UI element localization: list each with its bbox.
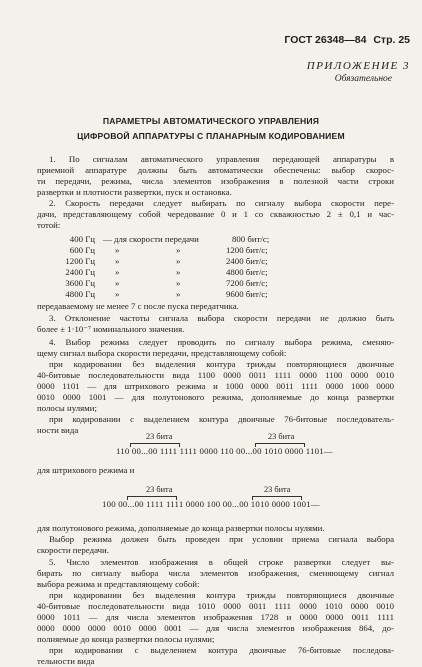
binary-sequence: 100 00...00 1111 1111 0000 100 00...00 1010 0000 1001—	[102, 499, 320, 509]
standard-number: ГОСТ 26348—84	[284, 34, 367, 46]
para4-line: ности вида	[37, 425, 79, 435]
para5-line: 0000 0000 0000 0010 0000 0001 — для числа элементов изображения 864, до-	[37, 623, 394, 633]
para5-line: 0000 1011 — для числа элементов изображения 1728 и 0000 0000 0011 1111	[37, 612, 394, 622]
rate-ditto: »	[115, 278, 120, 288]
para4-line: щему сигнал выбора скорости передачи, представляющему собой:	[37, 348, 287, 358]
para1-line: развертки и плотности развертки, пуск и остановка.	[37, 187, 232, 197]
rate-speed: 7200 бит/с;	[226, 278, 268, 288]
para1-line: 1. По сигналам автоматического управления передающей аппаратуры в	[49, 154, 394, 164]
para5-line: полняемые до конца развертки полосы нулями;	[37, 634, 215, 644]
para2-line: тотой:	[37, 220, 61, 230]
page-header	[280, 34, 410, 46]
rate-ditto: »	[176, 289, 181, 299]
para4-end-line: Выбор режима должен быть проведен при условии приема сигнала выбора	[49, 534, 394, 544]
para5-line: бирать по сигналу выбора числа элементов изображения, сменяющему сигнал	[37, 568, 394, 578]
para4-line: 0010 0000 1001 — для полутонового режима, дополняемые до конца развертки	[37, 392, 394, 402]
rate-frequency: 600 Гц	[69, 245, 95, 255]
rate-ditto: »	[115, 289, 120, 299]
rate-ditto: »	[176, 245, 181, 255]
rate-ditto: »	[115, 245, 120, 255]
para4-end-line: для полутонового режима, дополняемые до конца развертки полосы нулями.	[37, 523, 325, 533]
title-line-2: ЦИФРОВОЙ АППАРАТУРЫ С ПЛАНАРНЫМ КОДИРОВАНИЕМ	[77, 131, 345, 141]
code1-caption: для штрихового режима и	[37, 465, 135, 475]
title-line-1: ПАРАМЕТРЫ АВТОМАТИЧЕСКОГО УПРАВЛЕНИЯ	[102, 116, 320, 126]
bits-label: 23 бита	[264, 485, 291, 494]
bits-label: 23 бита	[268, 432, 295, 441]
para4-line: при кодировании без выделения контура трижды повторяющиеся двоичные	[49, 359, 394, 369]
para3-line: более ± 1·10⁻⁷ номинального значения.	[37, 324, 185, 334]
para2-line: дачи, представляющему собой чередование 0 и 1 со скважностью 2 ± 0,1 и час-	[37, 209, 394, 219]
para5-line: тельности вида	[37, 656, 95, 666]
rate-description: — для скорости передачи	[103, 234, 199, 244]
rate-ditto: »	[176, 267, 181, 277]
rate-speed: 4800 бит/с;	[226, 267, 268, 277]
bits-label: 23 бита	[146, 485, 173, 494]
binary-sequence: 110 00...00 1111 1111 0000 110 00...00 1010 0000 1101—	[116, 446, 333, 456]
rate-speed: 1200 бит/с;	[226, 245, 268, 255]
page-number: Стр. 25	[373, 34, 410, 46]
para4-end-line: скорости передачи.	[37, 545, 109, 555]
rate-ditto: »	[176, 256, 181, 266]
para5-line: 5. Число элементов изображения в общей строке развертки следует вы-	[49, 557, 394, 567]
para4-line: полосы нулями;	[37, 403, 97, 413]
para5-line: 40-битовые последовательности вида 1010 0000 0011 1111 0000 1010 0000 0010	[37, 601, 394, 611]
rate-ditto: »	[115, 256, 120, 266]
para2-line: 2. Скорость передачи следует выбирать по сигналу выбора скорости пере-	[49, 198, 394, 208]
rate-speed: 9600 бит/с;	[226, 289, 268, 299]
rate-frequency: 3600 Гц	[65, 278, 95, 288]
rate-speed: 2400 бит/с;	[226, 256, 268, 266]
appendix-label: ПРИЛОЖЕНИЕ 3	[306, 60, 410, 72]
appendix-status: Обязательное	[334, 74, 392, 84]
para4-line: 40-битовые последовательности вида 1100 0000 0011 1111 0000 1100 0000 0010	[37, 370, 394, 380]
para4-line: при кодировании с выделением контура двоичные 76-битовые последователь-	[49, 414, 394, 424]
para5-line: при кодировании без выделения контура трижды повторяющиеся двоичные	[49, 590, 394, 600]
para5-line: при кодировании с выделением контура двоичные 76-битовые последова-	[49, 645, 394, 655]
rate-frequency: 2400 Гц	[65, 267, 95, 277]
rate-frequency: 4800 Гц	[65, 289, 95, 299]
rate-ditto: »	[115, 267, 120, 277]
para1-line: ти передачи, режима, числа элементов изображения в полезной части строки	[37, 176, 394, 186]
para4-line: 0000 1101 — для штрихового режима и 1000 0000 0011 1111 0000 1000 0000	[37, 381, 394, 391]
para4-line: 4. Выбор режима следует проводить по сигналу выбора режима, сменяю-	[49, 337, 394, 347]
rate-ditto: »	[176, 278, 181, 288]
rate-frequency: 1200 Гц	[65, 256, 95, 266]
bits-label: 23 бита	[146, 432, 173, 441]
para5-line: выбора режима и представляющему собой:	[37, 579, 200, 589]
para2-end: передаваемому не менее 7 с после пуска передатчика.	[37, 301, 239, 311]
para3-line: 3. Отклонение частоты сигнала выбора скорости передачи не должно быть	[49, 313, 394, 323]
para1-line: приемной аппаратуре должны быть автоматически обеспечены: выбор скорос-	[37, 165, 394, 175]
rate-frequency: 400 Гц	[69, 234, 95, 244]
rate-speed: 800 бит/с;	[232, 234, 270, 244]
